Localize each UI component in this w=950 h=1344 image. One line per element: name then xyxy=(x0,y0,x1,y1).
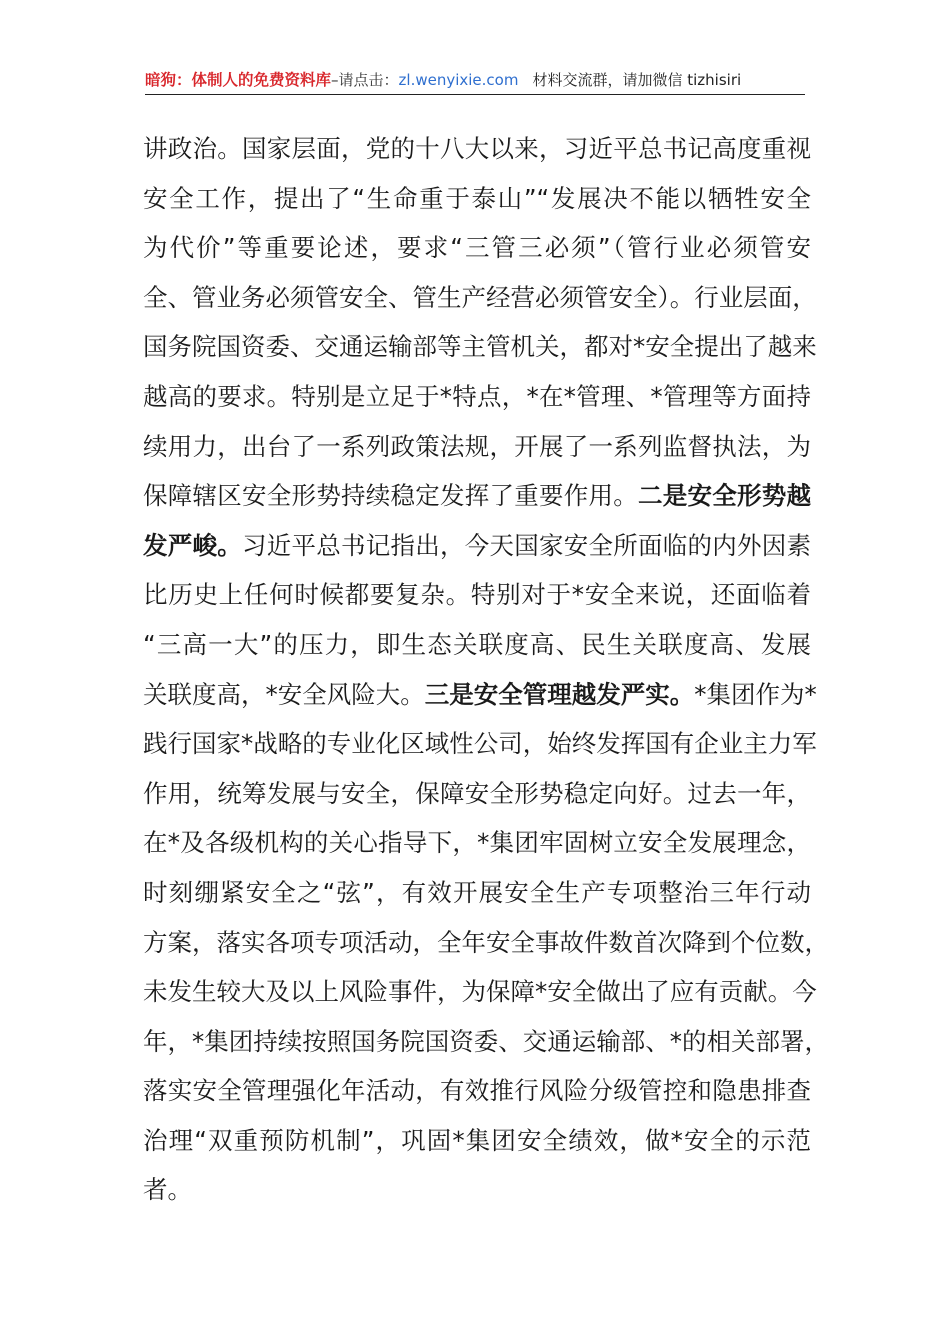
text-segment: 未发生较大及以上风险事件，为保障*安全做出了应有贡献。今 xyxy=(143,977,817,1007)
text-line xyxy=(143,818,811,868)
text-segment: 时刻绷紧安全之“弦”，有效开展安全生产专项整治三年行动 xyxy=(143,877,811,907)
text-segment: 者。 xyxy=(143,1175,192,1205)
text-line xyxy=(143,1116,811,1166)
text-segment: *集团作为* xyxy=(694,679,817,709)
text-segment: 越高的要求。特别是立足于*特点，*在*管理、*管理等方面持 xyxy=(143,381,811,411)
text-line xyxy=(143,174,811,224)
text-segment: 年，*集团持续按照国务院国资委、交通运输部、*的相关部署， xyxy=(143,1026,829,1056)
text-line xyxy=(143,570,811,620)
text-line xyxy=(143,372,811,422)
header-brand: 暗狗：体制人的免费资料库 xyxy=(145,71,332,89)
text-segment: 国务院国资委、交通运输部等主管机关，都对*安全提出了越来 xyxy=(143,332,817,362)
text-line xyxy=(143,422,811,472)
text-segment: 安全工作，提出了“生命重于泰山”“发展决不能以牺牲安全 xyxy=(143,183,811,213)
header-prompt: –请点击： xyxy=(331,71,399,89)
text-segment: 方案，落实各项专项活动，全年安全事故件数首次降到个位数， xyxy=(143,927,829,957)
text-segment: 保障辖区安全形势持续稳定发挥了重要作用。 xyxy=(143,481,638,511)
text-line xyxy=(143,223,811,273)
text-line xyxy=(143,868,811,918)
text-segment: 治理“双重预防机制”，巩固*集团安全绩效，做*安全的示范 xyxy=(143,1125,811,1155)
text-line xyxy=(143,918,829,968)
text-line xyxy=(143,322,817,372)
text-line xyxy=(143,1017,829,1067)
text-segment: 关联度高，*安全风险大。 xyxy=(143,679,425,709)
text-line xyxy=(143,1165,811,1215)
text-line xyxy=(143,620,811,670)
text-segment: 讲政治。国家层面，党的十八大以来，习近平总书记高度重视 xyxy=(143,134,811,163)
text-segment: 比历史上任何时候都要复杂。特别对于*安全来说，还面临着 xyxy=(143,580,811,610)
page-header xyxy=(145,66,805,95)
text-segment: 践行国家*战略的专业化区域性公司，始终发挥国有企业主力军 xyxy=(143,729,817,759)
text-segment: 全、管业务必须管安全、管生产经营必须管安全）。行业层面， xyxy=(143,282,817,312)
bold-text-segment: 三是安全管理越发严实。 xyxy=(424,679,695,709)
text-line xyxy=(143,670,817,720)
bold-text-segment: 发严峻。 xyxy=(143,530,242,560)
text-segment: 落实安全管理强化年活动，有效推行风险分级管控和隐患排查 xyxy=(143,1076,811,1106)
text-segment: 在*及各级机构的关心指导下，*集团牢固树立安全发展理念， xyxy=(143,828,811,858)
document-body xyxy=(143,124,829,1215)
text-line xyxy=(143,967,817,1017)
text-segment: 续用力，出台了一系列政策法规，开展了一系列监督执法，为 xyxy=(143,431,811,461)
text-segment: 习近平总书记指出，今天国家安全所面临的内外因素 xyxy=(242,530,811,560)
text-line xyxy=(143,471,811,521)
text-line xyxy=(143,124,811,174)
text-line xyxy=(143,769,811,819)
text-segment: 作用，统筹发展与安全，保障安全形势稳定向好。过去一年， xyxy=(143,778,811,808)
header-link[interactable]: zl.wenyixie.com xyxy=(398,71,519,89)
header-note: 材料交流群，请加微信 tizhisiri xyxy=(532,71,742,89)
text-segment: 为代价”等重要论述，要求“三管三必须”（管行业必须管安 xyxy=(143,233,811,263)
text-line xyxy=(143,719,817,769)
text-line xyxy=(143,1066,811,1116)
text-line xyxy=(143,521,811,571)
text-line xyxy=(143,273,817,323)
text-segment: “三高一大”的压力，即生态关联度高、民生关联度高、发展 xyxy=(143,629,811,659)
bold-text-segment: 二是安全形势越 xyxy=(638,481,811,511)
